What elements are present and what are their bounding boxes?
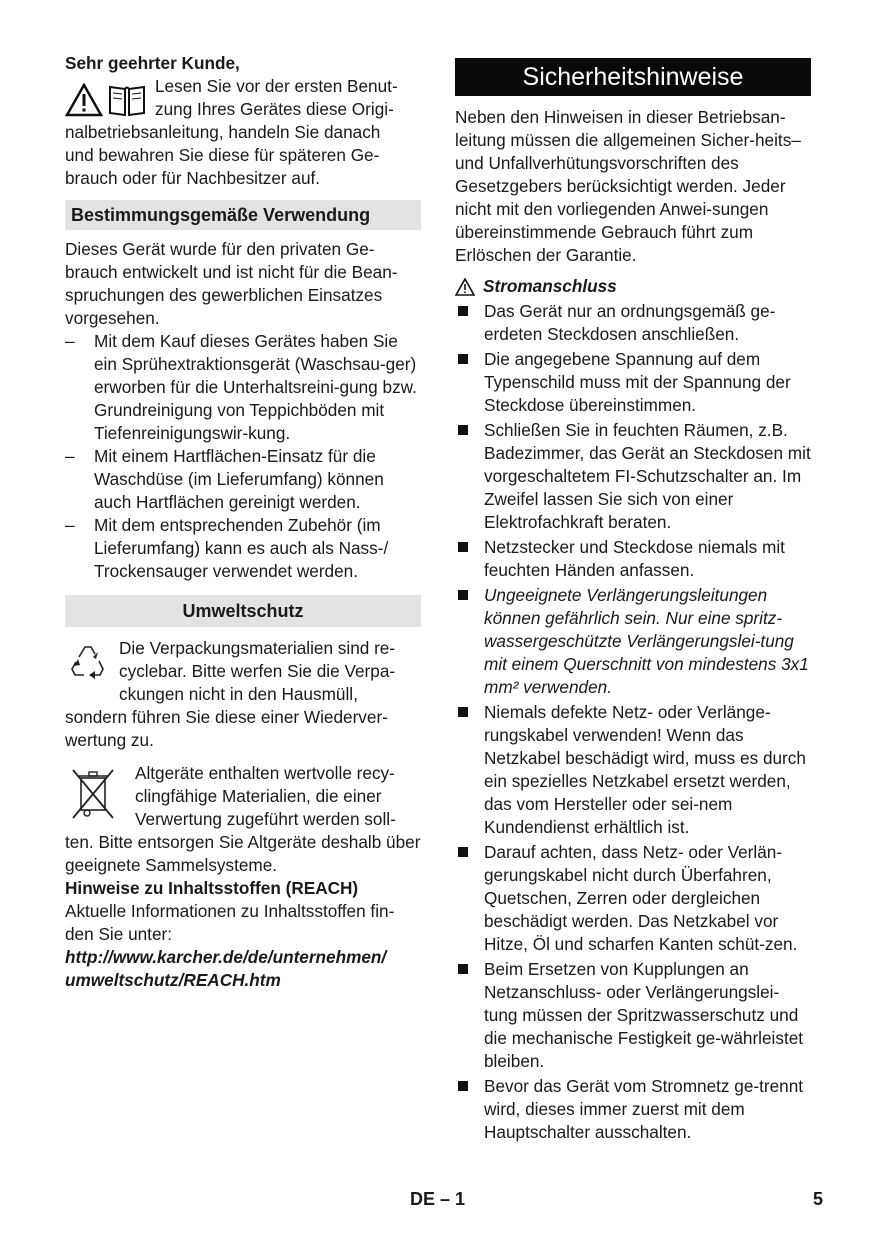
warning-icon [455,278,475,296]
left-column [65,52,421,992]
heading-intended-use: Bestimmungsgemäße Verwendung [65,200,421,230]
list-item: Bevor das Gerät vom Stromnetz ge-trennt wird, dieses immer zuerst mit dem Hauptschalter ausschalten. [455,1075,811,1144]
square-bullet [458,542,468,552]
intended-use-list [65,330,421,583]
intro-line-1: Lesen Sie vor der ersten Benut- [155,76,398,96]
env-old-devices-text: Altgeräte enthalten wertvolle recy-clingfähige Materialien, die einer Verwertung zugeführt werden soll-ten. Bitte entsorgen Sie Altgeräte deshalb über geeignete Sammelsysteme. [65,763,421,875]
dash-bullet: – [65,446,75,466]
square-bullet [458,590,468,600]
intended-use-text: Dieses Gerät wurde für den privaten Ge-brauch entwickelt und ist nicht für die Bean-spruchungen des gewerblichen Einsatzes vorgesehen. [65,239,398,328]
intro-line-2: zung Ihres Gerätes diese Origi- [155,99,394,119]
subheading-power [455,275,811,298]
heading-environment: Umweltschutz [65,595,421,627]
square-bullet [458,847,468,857]
square-bullet [458,354,468,364]
manual-book-icon [107,83,147,117]
reach-text: Aktuelle Informationen zu Inhaltsstoffen fin-den Sie unter: [65,901,395,944]
safety-intro: Neben den Hinweisen in dieser Betriebsan-leitung müssen die allgemeinen Sicher-heits– und Unfallverhütungsvorschriften des Gesetzgebers berücksichtigt werden. Jeder nicht mit den vorliegenden Anwei-sungen übereinstimmende Gebrauch führt zum Erlöschen der Garantie. [455,107,801,265]
intro-line-5: brauch oder für Nachbesitzer auf. [65,168,321,188]
list-item: Das Gerät nur an ordnungsgemäß ge-erdeten Steckdosen anschließen. [455,300,811,346]
square-bullet [458,425,468,435]
env-packaging [65,637,421,752]
footer-language-page: DE – 1 [410,1189,466,1209]
list-item: – Mit dem Kauf dieses Gerätes haben Sie ein Sprühextraktionsgerät (Waschsau-ger) erworben für die Unterhaltsreini-gung bzw. Grundreinigung von Teppichböden mit Tiefenreinigungswir-kung. [65,331,417,443]
square-bullet [458,707,468,717]
intro-icons [65,83,147,117]
power-safety-list [455,300,811,1144]
list-item: Schließen Sie in feuchten Räumen, z.B. Badezimmer, das Gerät an Steckdosen mit vorgeschaltetem FI-Schutzschalter an. Im Zweifel lassen Sie sich von einer Elektrofachkraft beraten. [455,419,811,534]
list-item: – Mit einem Hartflächen-Einsatz für die Waschdüse (im Lieferumfang) können auch Hartflächen gereinigt werden. [65,446,384,512]
greeting: Sehr geehrter Kunde, [65,53,240,73]
warning-icon [65,83,103,117]
square-bullet [458,964,468,974]
env-old-devices [65,762,421,877]
right-column [455,52,811,1146]
list-item: Netzstecker und Steckdose niemals mit feuchten Händen anfassen. [455,536,811,582]
recycling-icon [65,639,111,683]
heading-safety: Sicherheitshinweise [455,58,811,96]
env-packaging-text: Die Verpackungsmaterialien sind re-cyclebar. Bitte werfen Sie die Verpa-ckungen nicht in den Hausmüll, sondern führen Sie diese einer Wiederver-wertung zu. [65,638,396,750]
list-item: Darauf achten, dass Netz- oder Verlän-gerungskabel nicht durch Überfahren, Quetschen, Zerren oder dergleichen beschädigt werden. Das Netzkabel vor Hitze, Öl und scharfen Kanten schüt-zen. [455,841,811,956]
list-item: – Mit dem entsprechenden Zubehör (im Lieferumfang) kann es auch als Nass-/ Trockensauger verwendet werden. [65,515,389,581]
list-item: Beim Ersetzen von Kupplungen an Netzanschluss- oder Verlängerungslei-tung müssen der Spritzwasserschutz und die mechanische Festigkeit ge-währleistet bleiben. [455,958,811,1073]
dash-bullet: – [65,331,75,351]
footer-page-number: 5 [813,1189,824,1209]
list-item: Ungeeignete Verlängerungsleitungen können gefährlich sein. Nur eine spritz-wassergeschützte Verlängerungslei-tung mit einem Querschnitt von mindestens 3x1 mm² verwenden. [455,584,811,699]
intro-line-3: nalbetriebsanleitung, handeln Sie danach [65,122,381,142]
intro-line-4: und bewahren Sie diese für späteren Ge- [65,145,380,165]
dash-bullet: – [65,515,75,535]
subheading-power-label: Stromanschluss [483,276,617,296]
list-item: Die angegebene Spannung auf dem Typenschild muss mit der Spannung der Steckdose übereinstimmen. [455,348,811,417]
crossed-bin-icon [65,764,123,824]
intro-paragraph [65,75,421,190]
square-bullet [458,306,468,316]
square-bullet [458,1081,468,1091]
reach-link[interactable]: http://www.karcher.de/de/unternehmen/ umweltschutz/REACH.htm [65,947,387,990]
list-item: Niemals defekte Netz- oder Verlänge-rungskabel verwenden! Wenn das Netzkabel beschädigt wird, muss es durch ein spezielles Netzkabel ersetzt werden, das vom Hersteller oder sei-nem Kundendienst erhältlich ist. [455,701,811,839]
reach-title: Hinweise zu Inhaltsstoffen (REACH) [65,878,359,898]
